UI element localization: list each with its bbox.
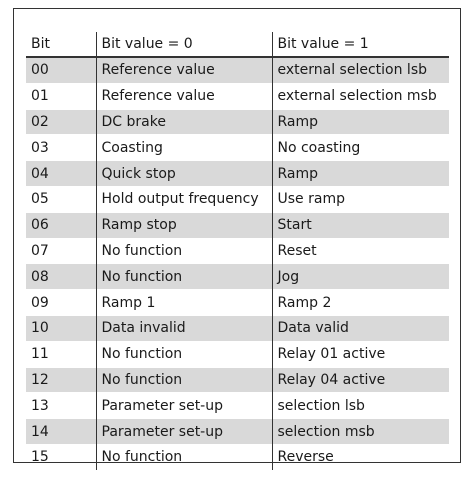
- header-row: [26, 32, 449, 57]
- table-row: [26, 83, 449, 109]
- bit-value-0-cell: Coasting: [96, 135, 272, 161]
- bit-cell: 05: [26, 186, 96, 212]
- table-row: [26, 264, 449, 290]
- bit-cell: 13: [26, 393, 96, 419]
- bit-value-1-cell: Ramp: [272, 109, 449, 135]
- bit-cell: 06: [26, 212, 96, 238]
- bit-value-0-cell: Reference value: [96, 57, 272, 83]
- bit-cell: 02: [26, 109, 96, 135]
- table-body: [26, 57, 449, 470]
- header-bit-value-1: Bit value = 1: [272, 32, 449, 57]
- control-word-table: [26, 32, 449, 470]
- bit-cell: 08: [26, 264, 96, 290]
- bit-value-0-cell: No function: [96, 367, 272, 393]
- bit-value-1-cell: Ramp 2: [272, 290, 449, 316]
- bit-value-1-cell: Relay 01 active: [272, 341, 449, 367]
- header-bit-value-0: Bit value = 0: [96, 32, 272, 57]
- table-row: [26, 290, 449, 316]
- bit-value-1-cell: Reverse: [272, 444, 449, 469]
- table-row: [26, 135, 449, 161]
- bit-value-0-cell: No function: [96, 238, 272, 264]
- bit-value-1-cell: Jog: [272, 264, 449, 290]
- bit-value-0-cell: Hold output frequency: [96, 186, 272, 212]
- bit-value-0-cell: No function: [96, 264, 272, 290]
- table-row: [26, 393, 449, 419]
- bit-value-1-cell: Reset: [272, 238, 449, 264]
- table-row: [26, 161, 449, 187]
- bit-value-1-cell: selection lsb: [272, 393, 449, 419]
- bit-cell: 09: [26, 290, 96, 316]
- table-row: [26, 444, 449, 469]
- bit-value-1-cell: external selection lsb: [272, 57, 449, 83]
- bit-cell: 14: [26, 419, 96, 445]
- bit-cell: 01: [26, 83, 96, 109]
- bit-value-0-cell: DC brake: [96, 109, 272, 135]
- bit-cell: 12: [26, 367, 96, 393]
- table-frame: [13, 8, 461, 466]
- bit-value-1-cell: Data valid: [272, 315, 449, 341]
- table-row: [26, 238, 449, 264]
- table-row: [26, 212, 449, 238]
- bit-value-0-cell: Parameter set-up: [96, 393, 272, 419]
- table-row: [26, 341, 449, 367]
- table-row: [26, 367, 449, 393]
- bit-cell: 10: [26, 315, 96, 341]
- bit-cell: 11: [26, 341, 96, 367]
- bit-cell: 07: [26, 238, 96, 264]
- bit-cell: 15: [26, 444, 96, 469]
- bit-value-1-cell: Ramp: [272, 161, 449, 187]
- bit-value-0-cell: Ramp 1: [96, 290, 272, 316]
- bit-value-1-cell: No coasting: [272, 135, 449, 161]
- bit-value-0-cell: Data invalid: [96, 315, 272, 341]
- table-row: [26, 186, 449, 212]
- header-bit: Bit: [26, 32, 96, 57]
- table-row: [26, 419, 449, 445]
- bit-cell: 03: [26, 135, 96, 161]
- bit-value-1-cell: Start: [272, 212, 449, 238]
- bit-value-0-cell: Ramp stop: [96, 212, 272, 238]
- bit-cell: 04: [26, 161, 96, 187]
- bit-value-0-cell: Parameter set-up: [96, 419, 272, 445]
- table-row: [26, 109, 449, 135]
- bit-value-0-cell: Reference value: [96, 83, 272, 109]
- bit-value-0-cell: No function: [96, 444, 272, 469]
- bit-value-0-cell: No function: [96, 341, 272, 367]
- bit-value-0-cell: Quick stop: [96, 161, 272, 187]
- bit-value-1-cell: Relay 04 active: [272, 367, 449, 393]
- bit-cell: 00: [26, 57, 96, 83]
- bit-value-1-cell: selection msb: [272, 419, 449, 445]
- bit-value-1-cell: external selection msb: [272, 83, 449, 109]
- table-row: [26, 315, 449, 341]
- table-row: [26, 57, 449, 83]
- bit-value-1-cell: Use ramp: [272, 186, 449, 212]
